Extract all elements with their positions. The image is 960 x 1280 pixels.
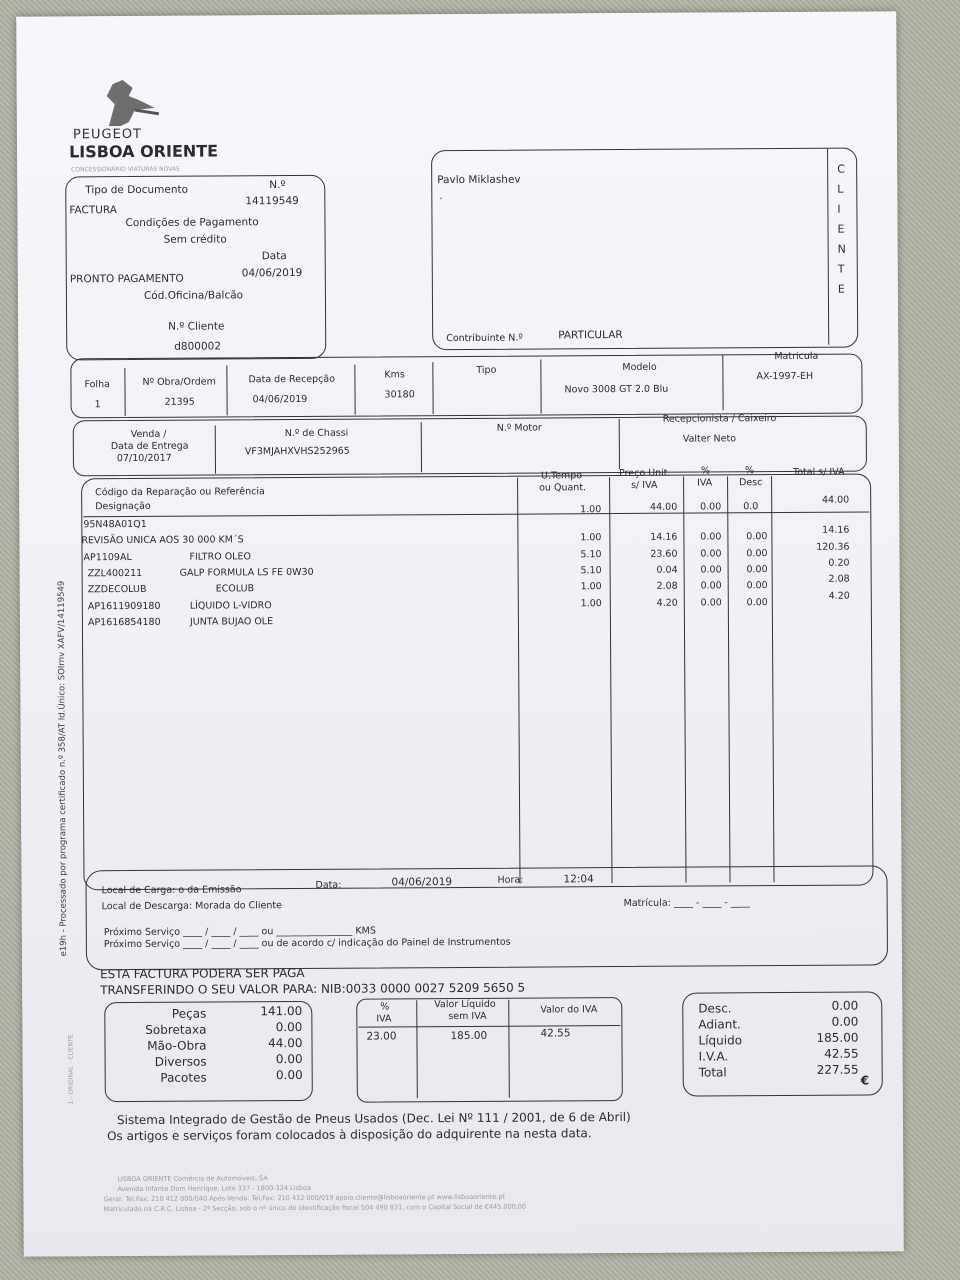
vat-liq: 185.00 [450,1029,488,1043]
item-iva: 0.00 [700,531,722,543]
entrega-value: 07/10/2017 [116,452,172,465]
company-line-2: Avenida Infante Dom Henrique, Lote 337 - 1800-324 Lisboa [117,1183,311,1194]
local-carga: Local de Carga: o da Emissão [101,884,242,897]
client-dot: . [439,190,443,203]
company-line-3: Geral: Tel.Fax: 210 412 000/040 Após-Venda: Tel.Fax: 210 412 000/019 apoio.cliente@lisboaoriente.pt www.lisboaoriente.pt [103,1192,506,1204]
first-qty: 1.00 [580,504,602,516]
item-desc: LÍQUIDO L-VIDRO [189,600,272,612]
summary-label: Mão-Obra [147,1038,207,1053]
chassi-value: VF3MJAHXVHS252965 [244,445,350,458]
vat-h-liq-2: sem IVA [448,1010,487,1023]
cliente-letter: E [837,282,845,296]
pagamento-value: PRONTO PAGAMENTO [69,272,184,286]
dealer-name: LISBOA ORIENTE [68,141,219,162]
item-desc: JUNTA BUJAO OLE [189,616,274,628]
col-iva-header-2: IVA [697,477,713,489]
tipo-label: Tipo [476,364,497,376]
carga-data-value: 04/06/2019 [391,876,453,889]
matricula-label: Matricula [774,350,819,363]
summary-value: 0.00 [275,1051,303,1067]
client-name: Pavlo Miklashev [437,173,521,187]
first-preco: 44.00 [649,501,678,513]
cliente-num-value: d800002 [174,340,222,353]
entrega-label: Data de Entrega [110,440,189,453]
col-designacao-header: Designação [95,500,151,513]
proximo-servico-2: Próximo Serviço ____ / ____ / ____ ou de acordo c/ indicação do Painel de Instrumentos [103,936,511,951]
brand-name: PEUGEOT [72,126,143,143]
item-preco: 2.08 [656,580,678,592]
footer-line-2: Os artigos e serviços foram colocados à disposição do adquirente na nesta data. [107,1126,592,1144]
carga-data-label: Data: [315,879,342,891]
summary-value: 0.00 [275,1067,303,1083]
item-ref: REVISÃO UNICA AOS 30 000 KM´S [81,534,244,547]
obra-label: Nº Obra/Ordem [142,376,216,388]
proximo-servico-1: Próximo Serviço ____ / ____ / ____ ou ________________ KMS [103,925,376,939]
item-ref: ZZDECOLUB [87,583,147,596]
motor-label: N.º Motor [496,422,542,434]
cod-oficina-label: Cód.Oficina/Balcão [143,289,244,302]
col-qty-header-2: ou Quant. [539,482,587,494]
obra-value: 21395 [164,396,195,408]
tipo-doc-value: FACTURA [69,204,118,217]
item-total: 14.16 [822,524,850,536]
col-total-header: Total s/ IVA [792,466,845,478]
cliente-num-label: N.º Cliente [168,320,225,333]
item-discount: 0.00 [746,564,768,576]
contribuinte-value: PARTICULAR [558,329,623,342]
carga-hora-value: 12:04 [563,873,594,886]
cliente-letter: L [837,182,844,196]
item-desc: FILTRO OLEO [189,551,251,563]
item-ref: AP1616854180 [87,616,161,629]
dealer-subtitle: CONCESSIONÁRIO VIATURAS NOVAS [71,165,180,174]
item-total: 2.08 [828,573,850,585]
summary-label: Peças [171,1006,207,1021]
item-total: 4.20 [828,590,850,602]
vat-val: 42.55 [540,1027,571,1040]
vat-h-pct-1: % [380,1001,390,1013]
summary-value: 44.00 [268,1035,303,1051]
item-iva: 0.00 [700,564,722,576]
item-iva: 0.00 [700,548,722,560]
kms-value: 30180 [384,389,415,401]
col-qty-header-1: U.Tempo [541,470,583,482]
summary-value: 0.00 [275,1019,303,1035]
summary-label: Sobretaxa [145,1022,207,1037]
item-ref: AP1611909180 [87,600,161,613]
totals-value: 42.55 [824,1046,859,1061]
transport-box [85,865,888,970]
item-qty: 1.00 [580,581,602,593]
col-desc-header-1: % [744,465,755,477]
tipo-doc-label: Tipo de Documento [85,183,189,197]
item-discount: 0.00 [746,580,768,592]
summary-label: Pacotes [160,1070,207,1085]
item-preco: 14.16 [650,531,678,543]
col-iva-header-1: % [700,465,711,477]
totals-value: 185.00 [816,1030,859,1045]
carga-hora-label: Hora: [497,874,524,886]
summary-value: 141.00 [260,1003,303,1019]
numero-label: N.º [269,179,286,192]
totals-value: 0.00 [831,998,859,1013]
item-qty: 5.10 [580,549,602,561]
company-line-4: Matriculado na C.R.C. Lisboa - 2ª Secção, sob o nº único de identificação fiscal 504 490 831, com o Capital Social de €445.000,00 [103,1202,527,1214]
company-line-1: LISBOA ORIENTE Comércio de Automóveis, SA [117,1174,268,1184]
item-qty: 5.10 [580,565,602,577]
first-total: 44.00 [821,494,850,506]
item-discount: 0.00 [746,531,768,543]
item-iva: 0.00 [700,580,722,592]
totals-label: Adiant. [698,1017,741,1032]
data-value: 04/06/2019 [241,266,303,280]
item-desc: GALP FORMULA LS FE 0W30 [179,566,314,579]
recepcionista-value: Valter Neto [682,433,737,445]
totals-label: Desc. [698,1001,732,1016]
totals-label: Líquido [698,1033,743,1048]
item-ref: 95N48A01Q1 [83,518,147,531]
item-qty: 1.00 [580,598,602,610]
col-desc-header-2: Desc [739,477,763,489]
data-label: Data [261,250,287,263]
contribuinte-label: Contribuinte N.º [446,332,523,345]
venda-label: Venda / [130,428,167,441]
item-discount: 0.00 [746,548,768,560]
footer-line-1: Sistema Integrado de Gestão de Pneus Usados (Dec. Lei Nº 111 / 2001, de 6 de Abril) [116,1109,631,1128]
item-qty: 1.00 [580,532,602,544]
recepcao-label: Data de Recepção [248,373,336,386]
first-iva: 0.00 [700,501,722,513]
totals-value: 227.55 [816,1062,859,1077]
item-preco: 23.60 [650,548,678,560]
folha-value: 1 [94,399,101,411]
item-preco: 0.04 [656,564,678,576]
totals-label: I.V.A. [698,1049,729,1064]
item-desc: ECOLUB [215,583,255,595]
cond-pag-label: Condições de Pagamento [125,216,259,230]
summary-label: Diversos [154,1054,207,1069]
matricula-value: AX-1997-EH [756,370,814,383]
cond-pag-value: Sem crédito [163,233,227,246]
invoice-paper [16,11,904,1256]
vat-h-liq-1: Valor Líquido [434,998,496,1011]
totals-label: Total [698,1065,727,1080]
pay-line-2: TRANSFERINDO O SEU VALOR PARA: NIB:0033 0000 0027 5209 5650 5 [100,980,526,998]
item-ref: ZZL400211 [87,567,143,580]
kms-label: Kms [384,369,405,381]
vat-h-pct-2: IVA [376,1013,392,1025]
cliente-letter: T [837,262,845,276]
vat-h-val: Valor do IVA [540,1004,598,1016]
certification-side-text: e19h - Processado por programa certificado n.º 358/AT Id.Único: SOIrnv XAFV/14119549 [56,580,69,957]
matricula-blank: Matrícula: ____ - ____ - ____ [623,897,750,910]
col-codigo-header: Código da Reparação ou Referência [95,486,265,499]
recepcao-value: 04/06/2019 [252,393,308,406]
item-ref: AP1109AL [83,552,132,564]
modelo-label: Modelo [622,361,657,374]
pay-line-1: ESTA FACTURA PODERA SER PAGA [100,965,305,982]
cliente-letter: C [837,162,845,176]
vat-pct: 23.00 [366,1030,397,1043]
cliente-letter: E [837,222,845,236]
recepcionista-label: Recepcionista / Caixeiro [662,413,777,425]
numero-value: 14119549 [245,194,299,208]
item-total: 0.20 [828,557,850,569]
cliente-letter: I [837,202,841,216]
original-side-text: 1 - ORIGINAL - CLIENTE [67,1034,75,1105]
local-descarga: Local de Descarga: Morada do Cliente [101,900,283,913]
col-preco-header-2: s/ IVA [631,479,658,491]
col-preco-header-1: Preço Unit. [618,467,671,480]
cliente-letter: N [837,242,846,256]
first-desc: 0.0 [743,501,759,513]
item-preco: 4.20 [656,597,678,609]
folha-label: Folha [84,379,110,391]
modelo-value: Novo 3008 GT 2.0 Blu [564,383,669,396]
totals-value: 0.00 [831,1014,859,1029]
item-total: 120.36 [816,541,850,553]
euro-sign: € [860,1073,870,1088]
chassi-label: N.º de Chassi [284,427,349,440]
item-iva: 0.00 [700,597,722,609]
item-discount: 0.00 [746,597,768,609]
